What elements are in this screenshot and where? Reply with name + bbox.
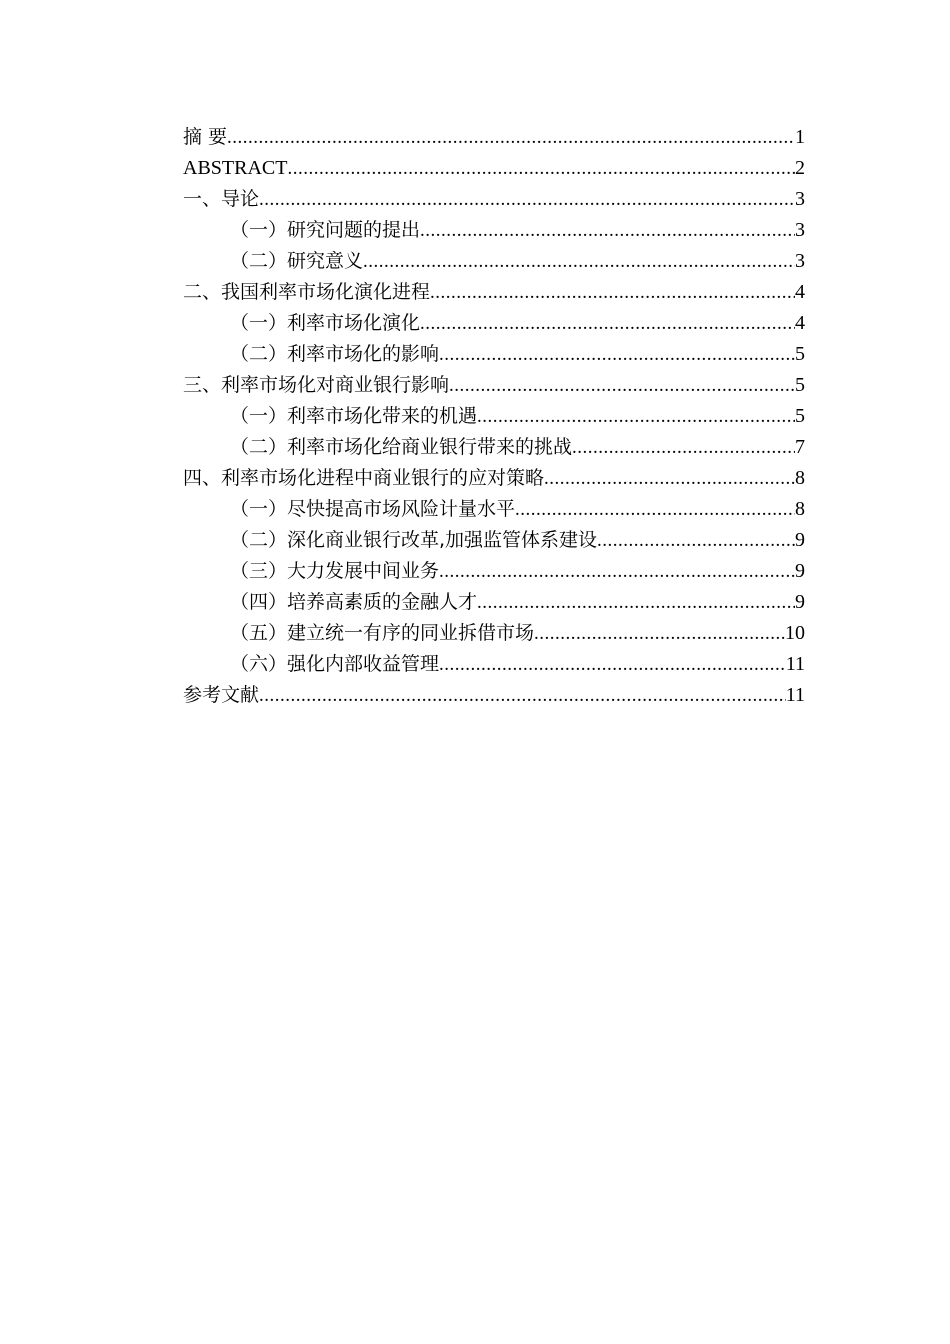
toc-entry-title: （三）大力发展中间业务	[230, 560, 440, 582]
toc-page-number: 1	[795, 126, 805, 148]
toc-entry-title: （五）建立统一有序的同业拆借市场	[230, 622, 535, 644]
toc-entry-section-4-5[interactable]	[183, 618, 805, 649]
toc-entry-title: 二、我国利率市场化演化进程	[183, 281, 431, 303]
toc-entry-title: （二）利率市场化的影响	[230, 343, 440, 365]
toc-entry-section-4-4[interactable]	[183, 587, 805, 618]
toc-entry-title: ABSTRACT	[183, 157, 288, 179]
toc-entry-section-4-2[interactable]	[183, 525, 805, 556]
toc-dot-leader	[597, 525, 795, 556]
toc-entry-section-1-1[interactable]	[183, 215, 805, 246]
toc-entry-chapter-4[interactable]	[183, 463, 805, 494]
toc-dot-leader	[534, 618, 785, 649]
toc-dot-leader	[544, 463, 795, 494]
toc-entry-title: （一）尽快提高市场风险计量水平	[230, 498, 516, 520]
toc-page-number: 8	[795, 498, 805, 520]
toc-entry-title: （二）利率市场化给商业银行带来的挑战	[230, 436, 573, 458]
toc-entry-title: 参考文献	[183, 684, 260, 706]
toc-dot-leader	[287, 153, 795, 184]
toc-entry-title: 一、导论	[183, 188, 260, 210]
toc-page-number: 9	[795, 591, 805, 613]
toc-page-number: 4	[795, 281, 805, 303]
toc-page-number: 9	[795, 560, 805, 582]
toc-dot-leader	[363, 246, 795, 277]
toc-page-number: 3	[795, 219, 805, 241]
toc-entry-abstract-en[interactable]	[183, 153, 805, 184]
toc-entry-chapter-3[interactable]	[183, 370, 805, 401]
toc-dot-leader	[477, 401, 795, 432]
toc-entry-title: （四）培养高素质的金融人才	[230, 591, 478, 613]
toc-page-number: 5	[795, 374, 805, 396]
toc-dot-leader	[439, 556, 795, 587]
toc-entry-title: （二）研究意义	[230, 250, 364, 272]
toc-entry-title: 摘 要	[183, 126, 228, 148]
toc-page-number: 5	[795, 343, 805, 365]
toc-dot-leader	[572, 432, 795, 463]
toc-entry-section-4-1[interactable]	[183, 494, 805, 525]
toc-entry-title: （一）利率市场化演化	[230, 312, 421, 334]
toc-entry-title: （一）利率市场化带来的机遇	[230, 405, 478, 427]
toc-entry-chapter-1[interactable]	[183, 184, 805, 215]
toc-entry-section-4-6[interactable]	[183, 649, 805, 680]
toc-page-number: 4	[795, 312, 805, 334]
toc-dot-leader	[259, 184, 795, 215]
toc-page-number: 2	[795, 157, 805, 179]
toc-page-number: 11	[785, 653, 805, 675]
toc-dot-leader	[420, 308, 795, 339]
toc-entry-section-2-1[interactable]	[183, 308, 805, 339]
toc-entry-references[interactable]	[183, 680, 805, 711]
toc-entry-title: （二）深化商业银行改革,加强监管体系建设	[230, 529, 598, 551]
toc-entry-title: 三、利率市场化对商业银行影响	[183, 374, 450, 396]
toc-page-number: 11	[785, 684, 805, 706]
toc-entry-title: 四、利率市场化进程中商业银行的应对策略	[183, 467, 545, 489]
toc-entry-section-3-2[interactable]	[183, 432, 805, 463]
toc-dot-leader	[515, 494, 795, 525]
toc-entry-title: （六）强化内部收益管理	[230, 653, 440, 675]
toc-page-number: 10	[785, 622, 805, 644]
toc-entry-section-3-1[interactable]	[183, 401, 805, 432]
toc-dot-leader	[439, 339, 795, 370]
toc-dot-leader	[259, 680, 786, 711]
toc-dot-leader	[430, 277, 795, 308]
toc-dot-leader	[439, 649, 786, 680]
toc-page-number: 7	[795, 436, 805, 458]
toc-entry-chapter-2[interactable]	[183, 277, 805, 308]
toc-dot-leader	[227, 122, 795, 153]
toc-dot-leader	[420, 215, 795, 246]
toc-page-number: 5	[795, 405, 805, 427]
toc-dot-leader	[449, 370, 795, 401]
toc-entry-section-1-2[interactable]	[183, 246, 805, 277]
table-of-contents	[183, 122, 805, 711]
toc-dot-leader	[477, 587, 795, 618]
toc-entry-section-4-3[interactable]	[183, 556, 805, 587]
toc-page-number: 3	[795, 250, 805, 272]
toc-page-number: 8	[795, 467, 805, 489]
toc-entry-title: （一）研究问题的提出	[230, 219, 421, 241]
toc-page-number: 3	[795, 188, 805, 210]
toc-page-number: 9	[795, 529, 805, 551]
toc-entry-section-2-2[interactable]	[183, 339, 805, 370]
toc-entry-abstract-cn[interactable]	[183, 122, 805, 153]
